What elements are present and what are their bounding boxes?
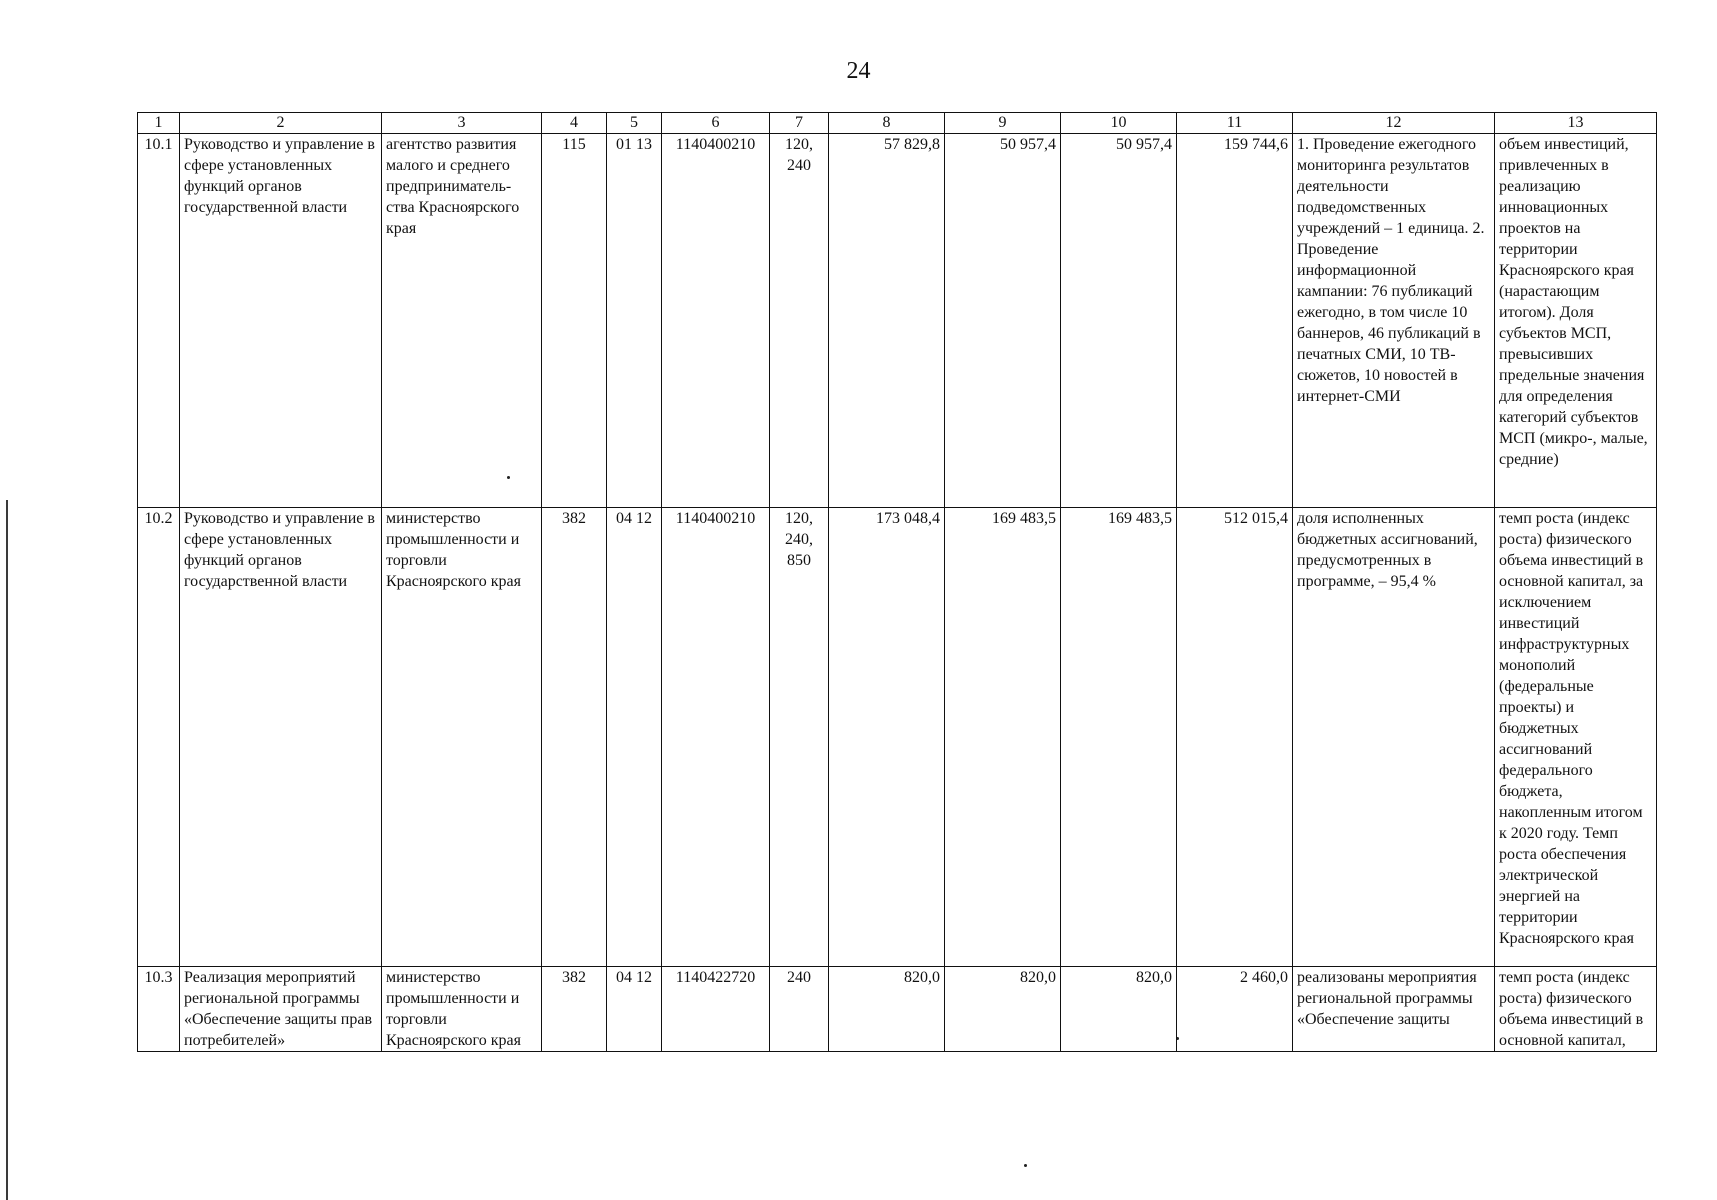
target-indicator: объем инвестиций, привлеченных в реализацию инновационных проектов на территории Красноярского края (нарастающим итогом). Доля субъектов МСП, превысивших предельные значения для определения категорий субъектов МСП (микро-, малые, средние) — [1495, 134, 1657, 508]
executor: агентство развития малого и среднего предприниматель-ства Красноярского края — [382, 134, 542, 508]
table-row — [138, 508, 1657, 967]
header-cell: 11 — [1177, 113, 1293, 134]
expected-result: 1. Проведение ежегодного мониторинга результатов деятельности подведомственных учреждений – 1 единица. 2. Проведение информационной кампании: 76 публикаций ежегодно, в том числе 10 баннеров, 46 публикаций в печатных СМИ, 10 ТВ-сюжетов, 10 новостей в интернет-СМИ — [1293, 134, 1495, 508]
grbs-code: 382 — [542, 967, 607, 1052]
amount-col-8: 173 048,4 — [829, 508, 945, 967]
header-cell: 1 — [138, 113, 180, 134]
expense-type-line: 240 — [787, 157, 811, 174]
expense-type-line: 120, — [785, 136, 813, 153]
executor: министерство промышленности и торговли Красноярского края — [382, 967, 542, 1052]
amount-total: 159 744,6 — [1177, 134, 1293, 508]
expense-type-code — [770, 134, 829, 508]
header-cell: 9 — [945, 113, 1061, 134]
amount-col-10: 820,0 — [1061, 967, 1177, 1052]
row-id: 10.3 — [138, 967, 180, 1052]
expense-type-line: 120, — [785, 510, 813, 527]
amount-col-9: 820,0 — [945, 967, 1061, 1052]
amount-total: 2 460,0 — [1177, 967, 1293, 1052]
scan-edge-line — [6, 500, 8, 1200]
scan-speck — [1024, 1164, 1027, 1167]
program-activities-table — [137, 112, 1657, 1052]
row-id: 10.1 — [138, 134, 180, 508]
column-number-header — [138, 113, 1657, 134]
expense-type-line: 240 — [787, 969, 811, 986]
header-cell: 2 — [180, 113, 382, 134]
target-article-code: 1140422720 — [662, 967, 770, 1052]
amount-col-8: 57 829,8 — [829, 134, 945, 508]
amount-col-10: 169 483,5 — [1061, 508, 1177, 967]
grbs-code: 382 — [542, 508, 607, 967]
header-cell: 8 — [829, 113, 945, 134]
page-number: 24 — [846, 58, 871, 84]
amount-total: 512 015,4 — [1177, 508, 1293, 967]
table-row — [138, 967, 1657, 1052]
target-article-code: 1140400210 — [662, 134, 770, 508]
amount-col-10: 50 957,4 — [1061, 134, 1177, 508]
expense-type-line: 240, — [785, 531, 813, 548]
activity-name: Руководство и управление в сфере установленных функций органов государственной власти — [180, 134, 382, 508]
amount-col-8: 820,0 — [829, 967, 945, 1052]
activity-name: Руководство и управление в сфере установленных функций органов государственной власти — [180, 508, 382, 967]
expected-result: доля исполненных бюджетных ассигнований, предусмотренных в программе, – 95,4 % — [1293, 508, 1495, 967]
row-id: 10.2 — [138, 508, 180, 967]
executor: министерство промышленности и торговли Красноярского края — [382, 508, 542, 967]
section-code: 01 13 — [607, 134, 662, 508]
header-cell: 5 — [607, 113, 662, 134]
header-cell: 7 — [770, 113, 829, 134]
section-code: 04 12 — [607, 508, 662, 967]
amount-col-9: 169 483,5 — [945, 508, 1061, 967]
header-cell: 4 — [542, 113, 607, 134]
grbs-code: 115 — [542, 134, 607, 508]
activity-name: Реализация мероприятий региональной программы «Обеспечение защиты прав потребителей» — [180, 967, 382, 1052]
expense-type-code — [770, 508, 829, 967]
expense-type-code — [770, 967, 829, 1052]
section-code: 04 12 — [607, 967, 662, 1052]
header-cell: 3 — [382, 113, 542, 134]
target-article-code: 1140400210 — [662, 508, 770, 967]
target-indicator: темп роста (индекс роста) физического объема инвестиций в основной капитал, за исключением инвестиций инфраструктурных монополий (федеральные проекты) и бюджетных ассигнований федерального бюджета, накопленным итогом к 2020 году. Темп роста обеспечения электрической энергией на территории Красноярского края — [1495, 508, 1657, 967]
header-cell: 6 — [662, 113, 770, 134]
expense-type-line: 850 — [787, 552, 811, 569]
amount-col-9: 50 957,4 — [945, 134, 1061, 508]
header-cell: 12 — [1293, 113, 1495, 134]
expected-result: реализованы мероприятия региональной программы «Обеспечение защиты — [1293, 967, 1495, 1052]
target-indicator: темп роста (индекс роста) физического объема инвестиций в основной капитал, — [1495, 967, 1657, 1052]
header-cell: 10 — [1061, 113, 1177, 134]
table-row — [138, 134, 1657, 508]
header-cell: 13 — [1495, 113, 1657, 134]
